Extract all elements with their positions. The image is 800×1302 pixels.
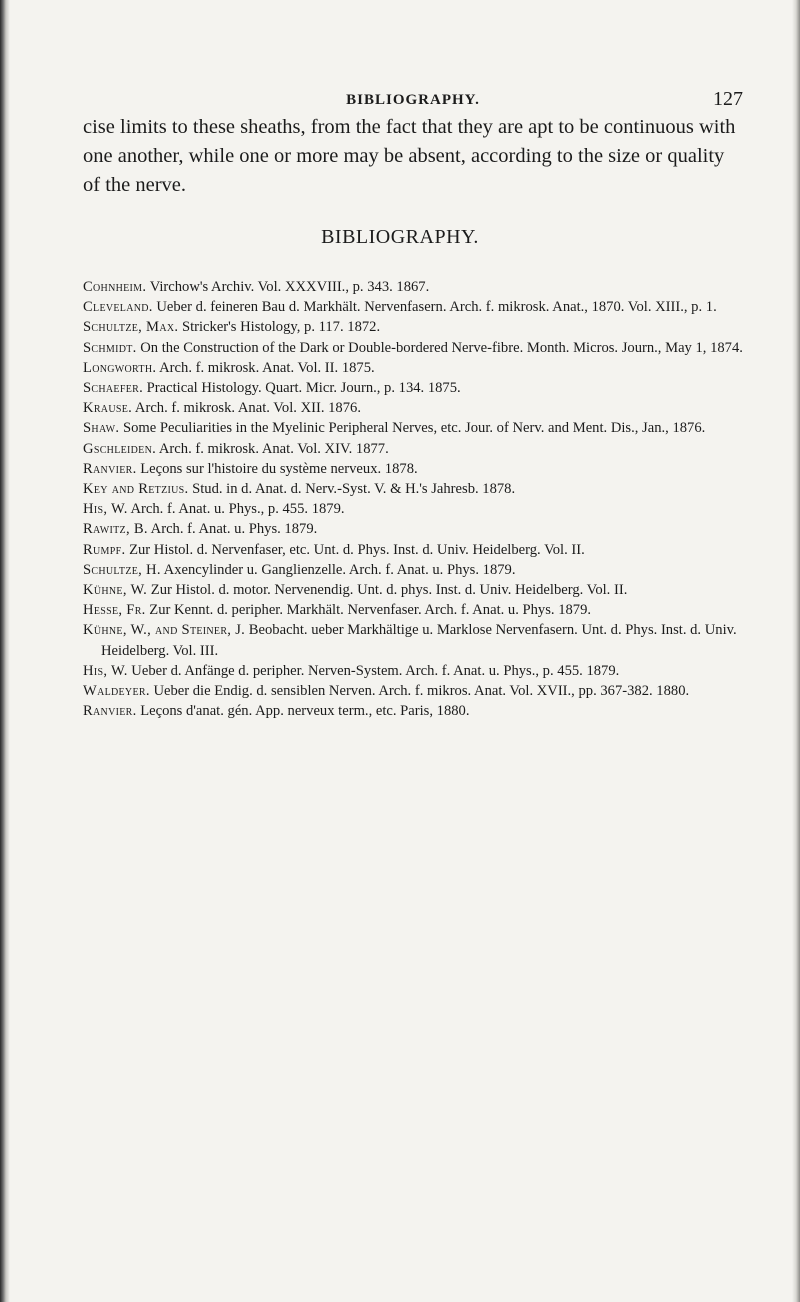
entry-author: Hesse, Fr. (83, 602, 146, 619)
entry-text: Stricker's Histology, p. 117. 1872. (178, 319, 381, 336)
entry-author: Key and Retzius. (83, 481, 189, 498)
intro-paragraph: cise limits to these sheaths, from the fact that they are apt to be continuous with one another, while one or more may be absent, according to the size or quality of the nerve. (83, 116, 736, 196)
entry-text: Zur Histol. d. Nervenfaser, etc. Unt. d. Phys. Inst. d. Univ. Heidelberg. Vol. II. (125, 541, 585, 558)
entry-author: Schaefer. (83, 380, 144, 397)
bibliography-entry (83, 459, 743, 479)
bibliography-entry (83, 580, 743, 600)
entry-author: Cleveland. (83, 299, 153, 316)
entry-text: Arch. f. mikrosk. Anat. Vol. II. 1875. (156, 359, 375, 376)
entry-text: Zur Histol. d. motor. Nervenendig. Unt. d. phys. Inst. d. Univ. Heidelberg. Vol. II. (147, 582, 628, 599)
entry-author: Waldeyer. (83, 683, 150, 700)
page-edge-shadow-left (0, 0, 10, 1302)
entry-author: Cohnheim. (83, 279, 147, 295)
entry-text: Practical Histology. Quart. Micr. Journ., p. 134. 1875. (143, 380, 461, 397)
entry-author: His, W. (83, 501, 128, 518)
bibliography-entry (83, 358, 743, 378)
bibliography-list (83, 277, 743, 721)
entry-text: Beobacht. ueber Markhältige u. Marklose Nervenfasern. Unt. d. Phys. Inst. d. Univ. Heidelberg. Vol. III. (101, 622, 737, 659)
bibliography-entry (83, 277, 743, 297)
entry-author: Ranvier. (83, 703, 137, 720)
running-title: BIBLIOGRAPHY. (346, 92, 480, 108)
bibliography-entry (83, 701, 743, 721)
entry-author: Krause. (83, 400, 133, 417)
entry-text: Virchow's Archiv. Vol. XXXVIII., p. 343. 1867. (146, 279, 430, 295)
bibliography-entry (83, 519, 743, 539)
bibliography-entry (83, 620, 743, 660)
entry-text: Leçons d'anat. gén. App. nerveux term., etc. Paris, 1880. (136, 703, 470, 720)
entry-author: Gschleiden. (83, 440, 157, 457)
entry-text: Stud. in d. Anat. d. Nerv.-Syst. V. & H.'s Jahresb. 1878. (188, 481, 516, 498)
entry-text: On the Construction of the Dark or Double-bordered Nerve-fibre. Month. Micros. Journ., May 1, 1874. (136, 339, 743, 356)
bibliography-entry (83, 540, 743, 560)
entry-text: Ueber die Endig. d. sensiblen Nerven. Arch. f. mikros. Anat. Vol. XVII., pp. 367-382. 1880. (149, 683, 690, 700)
entry-author: Kühne, W. (83, 582, 148, 599)
entry-author: Schultze, Max. (83, 319, 179, 336)
entry-text: Arch. f. mikrosk. Anat. Vol. XIV. 1877. (156, 440, 389, 457)
entry-author: Ranvier. (83, 460, 137, 477)
bibliography-entry (83, 338, 743, 358)
entry-text: Zur Kennt. d. peripher. Markhält. Nervenfaser. Arch. f. Anat. u. Phys. 1879. (145, 602, 592, 619)
bibliography-entry (83, 418, 743, 438)
bibliography-entry (83, 661, 743, 681)
entry-text: Ueber d. feineren Bau d. Markhält. Nervenfasern. Arch. f. mikrosk. Anat., 1870. Vol. XIII., p. 1. (152, 299, 717, 316)
bibliography-entry (83, 560, 743, 580)
entry-author: Schmidt. (83, 339, 137, 356)
entry-text: Leçons sur l'histoire du système nerveux. 1878. (136, 460, 418, 477)
bibliography-entry (83, 378, 743, 398)
entry-text: Arch. f. mikrosk. Anat. Vol. XII. 1876. (132, 400, 361, 417)
page-number: 127 (713, 88, 743, 110)
bibliography-entry (83, 499, 743, 519)
bibliography-entry (83, 681, 743, 701)
entry-text: Arch. f. Anat. u. Phys., p. 455. 1879. (127, 501, 345, 518)
entry-text: Axencylinder u. Ganglienzelle. Arch. f. Anat. u. Phys. 1879. (160, 561, 516, 578)
entry-author: Kühne, W., and Steiner, J. (83, 622, 246, 639)
section-title: BIBLIOGRAPHY. (321, 226, 479, 248)
entry-text: Ueber d. Anfänge d. peripher. Nerven-System. Arch. f. Anat. u. Phys., p. 455. 1879. (127, 662, 620, 679)
bibliography-entry (83, 439, 743, 459)
entry-author: His, W. (83, 662, 128, 679)
entry-text: Some Peculiarities in the Myelinic Peripheral Nerves, etc. Jour. of Nerv. and Ment. Dis., Jan., 1876. (119, 420, 706, 437)
entry-author: Schultze, H. (83, 561, 161, 578)
bibliography-entry (83, 297, 743, 317)
bibliography-entry (83, 479, 743, 499)
entry-author: Rumpf. (83, 541, 126, 558)
entry-author: Longworth. (83, 359, 157, 376)
page-edge-shadow-right (792, 0, 800, 1302)
entry-author: Shaw. (83, 420, 120, 437)
entry-text: Arch. f. Anat. u. Phys. 1879. (147, 521, 318, 538)
entry-author: Rawitz, B. (83, 521, 148, 538)
bibliography-entry (83, 600, 743, 620)
bibliography-entry (83, 317, 743, 337)
bibliography-entry (83, 398, 743, 418)
